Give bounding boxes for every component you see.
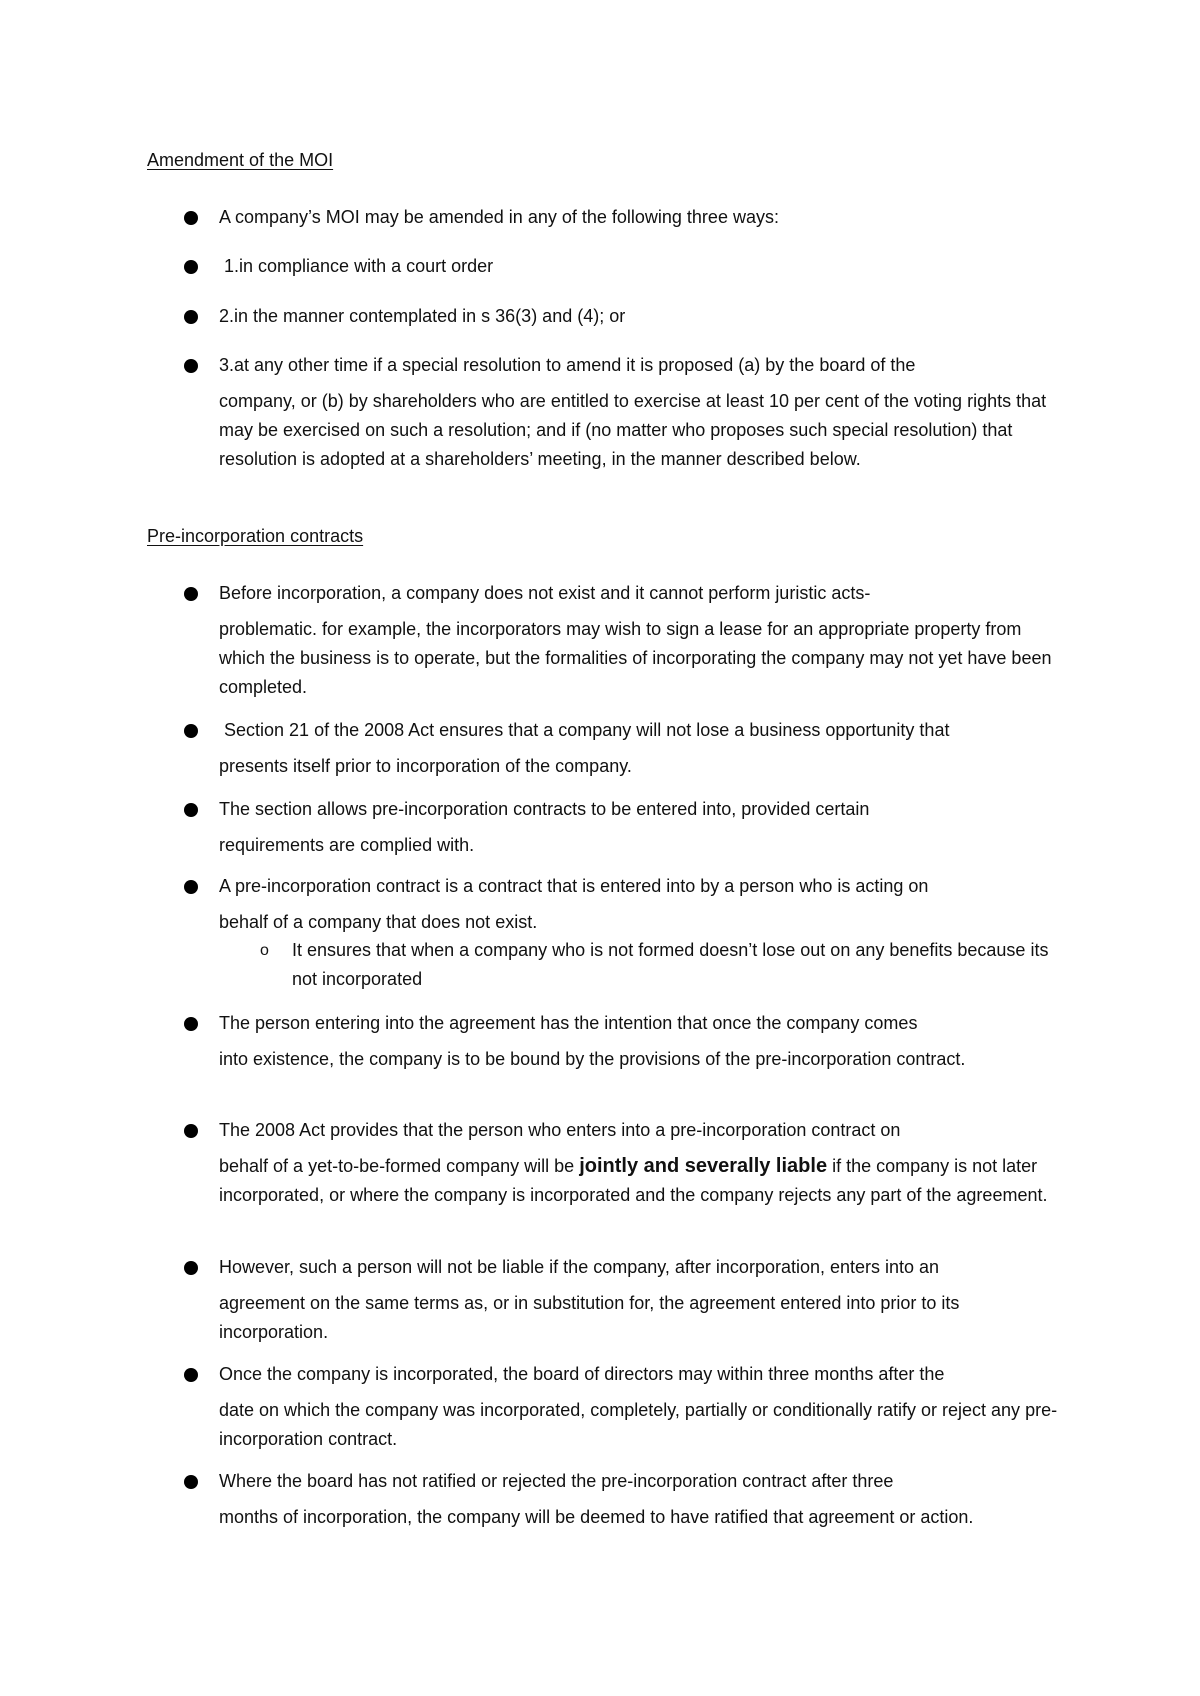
list-item (219, 795, 1069, 860)
bullet-icon (184, 724, 198, 738)
list-item-text: Where the board has not ratified or rejected the pre-incorporation contract after three (219, 1471, 894, 1491)
bullet-icon (184, 1017, 198, 1031)
list-item-continuation: requirements are complied with. (219, 835, 475, 855)
list-item-continuation: into existence, the company is to be bound by the provisions of the pre-incorporation contract. (219, 1049, 966, 1069)
bullet-icon (184, 1475, 198, 1489)
list-item-text: The person entering into the agreement has the intention that once the company comes (219, 1013, 918, 1033)
list-item-continuation: problematic. for example, the incorporators may wish to sign a lease for an appropriate property from which the business is to operate, but the formalities of incorporating the company may not yet have been completed. (219, 619, 1052, 697)
list-item-continuation: agreement on the same terms as, or in substitution for, the agreement entered into prior to its incorporation. (219, 1293, 960, 1342)
list-item-text: Before incorporation, a company does not exist and it cannot perform juristic acts- (219, 583, 871, 603)
list-item-continuation: behalf of a company that does not exist. (219, 912, 538, 932)
circle-bullet-icon: o (260, 942, 269, 959)
list-item-continuation: months of incorporation, the company will be deemed to have ratified that agreement or action. (219, 1507, 974, 1527)
bullet-icon (184, 1261, 198, 1275)
bullet-icon (184, 310, 198, 324)
list-item (219, 1253, 1069, 1347)
list-item (219, 872, 1069, 937)
bullet-icon (184, 211, 198, 225)
list-item (219, 716, 1069, 781)
liability-text-after: if the company is not later incorporated, or where the company is incorporated and the company rejects any part of the agreement. (219, 1156, 1048, 1205)
heading-pre-incorporation: Pre-incorporation contracts (147, 526, 364, 546)
list-item (219, 1116, 1069, 1210)
list-item-text: 3.at any other time if a special resolution to amend it is proposed (a) by the board of the (219, 355, 916, 375)
list-item-text: A company’s MOI may be amended in any of the following three ways: (219, 207, 779, 227)
list-item (219, 252, 1069, 288)
list-item-text: Once the company is incorporated, the board of directors may within three months after the (219, 1364, 945, 1384)
bullet-icon (184, 880, 198, 894)
list-item-continuation: presents itself prior to incorporation of the company. (219, 756, 632, 776)
list-item (219, 302, 1069, 338)
sub-list-item (260, 936, 1072, 994)
list-item (219, 351, 1069, 474)
list-item-text: Section 21 of the 2008 Act ensures that a company will not lose a business opportunity that (219, 720, 950, 740)
bullet-icon (184, 359, 198, 373)
list-item (219, 1467, 1069, 1532)
liability-emphasis: jointly and severally liable (579, 1155, 828, 1177)
list-item (219, 1360, 1069, 1454)
list-item-text: The section allows pre-incorporation contracts to be entered into, provided certain (219, 799, 870, 819)
list-item-text: 1.in compliance with a court order (219, 256, 494, 276)
list-item-text: 2.in the manner contemplated in s 36(3) and (4); or (219, 306, 626, 326)
bullet-icon (184, 260, 198, 274)
list-item-text: A pre-incorporation contract is a contract that is entered into by a person who is acting on (219, 876, 929, 896)
bullet-icon (184, 1124, 198, 1138)
sub-list-item-text: It ensures that when a company who is not formed doesn’t lose out on any benefits because its not incorporated (292, 940, 1049, 989)
list-item-continuation: company, or (b) by shareholders who are entitled to exercise at least 10 per cent of the voting rights that may be exercised on such a resolution; and if (no matter who proposes such special resolution) that resolution is adopted at a shareholders’ meeting, in the manner described below. (219, 391, 1047, 469)
list-item-continuation (219, 1152, 1069, 1210)
liability-text-before: behalf of a yet-to-be-formed company will be (219, 1156, 580, 1176)
list-item-continuation: date on which the company was incorporated, completely, partially or conditionally ratify or reject any pre-incorporation contract. (219, 1400, 1058, 1449)
list-item (219, 203, 1069, 239)
list-item-text: However, such a person will not be liable if the company, after incorporation, enters into an (219, 1257, 940, 1277)
list-item (219, 579, 1069, 702)
bullet-icon (184, 1368, 198, 1382)
list-item-text: The 2008 Act provides that the person who enters into a pre-incorporation contract on (219, 1120, 901, 1140)
heading-amendment-moi: Amendment of the MOI (147, 150, 334, 170)
list-item (219, 1009, 1069, 1074)
bullet-icon (184, 803, 198, 817)
bullet-icon (184, 587, 198, 601)
